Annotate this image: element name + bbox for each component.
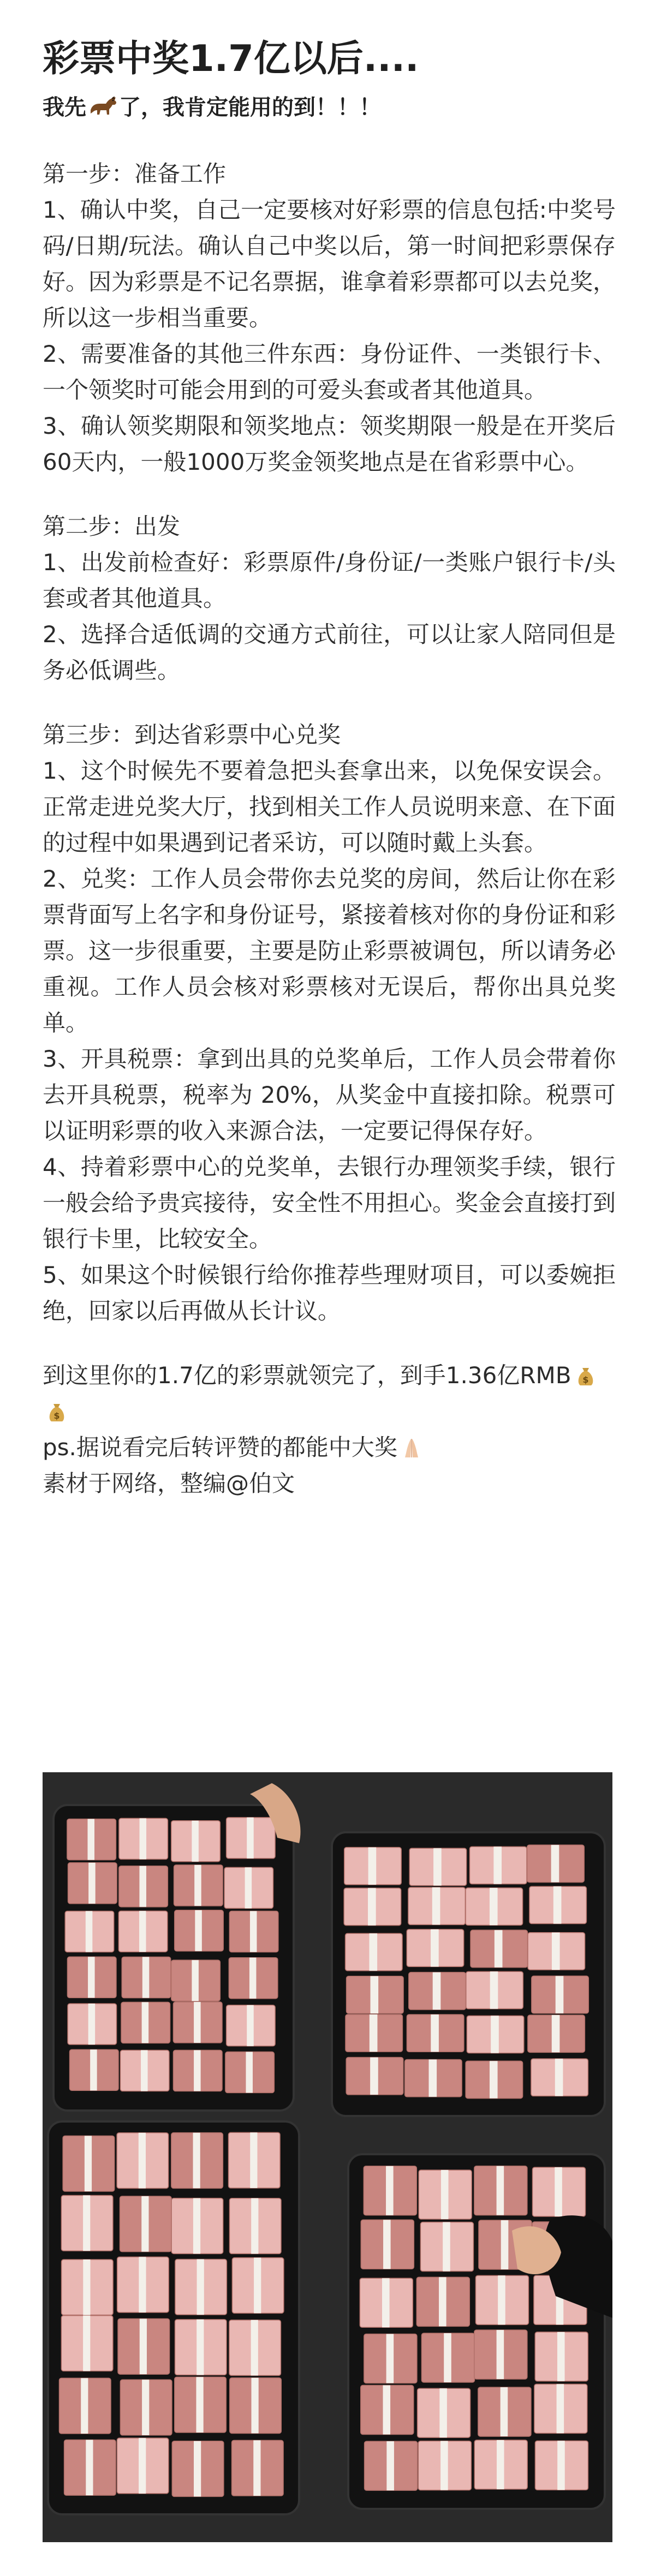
bundle-band	[85, 2136, 92, 2191]
bundle-band	[88, 2004, 96, 2045]
bundle-band	[368, 1848, 377, 1885]
bundle-band	[428, 2059, 437, 2096]
bundle-band	[90, 2049, 97, 2090]
bundle-band	[197, 2259, 204, 2315]
bundle-band	[86, 2440, 93, 2495]
bundle-band	[552, 2015, 560, 2052]
bundle-band	[247, 1818, 254, 1858]
bundle-band	[86, 1911, 93, 1952]
bundle-band	[431, 2015, 439, 2052]
closing-block	[43, 1358, 616, 1502]
bundle-band	[369, 1933, 377, 1970]
bundle-band	[247, 2005, 254, 2046]
bundle-band	[254, 2258, 261, 2314]
bundle-band	[139, 1911, 146, 1952]
section-heading: 第二步：出发	[43, 513, 181, 540]
cash-suitcases-photo	[43, 1772, 612, 2542]
bundle-band	[433, 1973, 441, 2010]
bundle-band	[557, 2441, 565, 2490]
bundle-band	[491, 2016, 499, 2053]
bundle-band	[501, 2220, 509, 2269]
bundle-band	[88, 1863, 96, 1904]
bundle-band	[140, 2319, 147, 2375]
bundle-band	[382, 2278, 390, 2327]
section-step-2	[43, 509, 616, 689]
bundle-band	[555, 2167, 562, 2216]
bundle-band	[439, 2277, 446, 2326]
bundle-band	[83, 2260, 90, 2315]
closing-credit: 素材于网络，整编@伯文	[43, 1470, 295, 1497]
bundle-band	[497, 2440, 504, 2489]
praying-hands-icon	[401, 1436, 422, 1460]
bundle-band	[246, 2052, 253, 2093]
bundle-band	[493, 1846, 502, 1884]
bundle-band	[139, 2257, 146, 2312]
bundle-band	[196, 2320, 204, 2375]
paragraph: 2、兑奖：工作人员会带你去兑奖的房间，然后让你在彩票背面写上名字和身份证号，紧接着核对你的身份证和彩票。这一步很重要，主要是防止彩票被调包，所以请务必重视。工作人员会核对彩票核对无误后，帮你出具兑奖单。	[43, 865, 616, 1036]
bundle-band	[441, 2170, 449, 2219]
bundle-band	[495, 1930, 503, 1967]
paragraph: 3、开具税票：拿到出具的兑奖单后，工作人员会带着你去开具税票，税率为 20%，从奖金中直接扣除。税票可以证明彩票的收入来源合法，一定要记得保存好。	[43, 1045, 616, 1144]
bundle-band	[553, 1886, 562, 1923]
bundle-band	[141, 2050, 148, 2091]
bundle-band	[253, 2440, 260, 2496]
bundle-band	[251, 2320, 258, 2376]
post-subtitle	[43, 91, 616, 124]
bundle-band	[139, 2133, 146, 2189]
bundle-band	[557, 2332, 565, 2381]
bundle-band	[501, 2387, 508, 2436]
bundle-band	[431, 1929, 439, 1967]
money-bag-icon	[46, 1400, 68, 1424]
bundle-band	[440, 2441, 448, 2490]
bundle-band	[386, 2334, 394, 2383]
bundle-band	[194, 2002, 201, 2043]
closing-summary-text: 到这里你的1.7亿的彩票就领完了，到手1.36亿RMB	[43, 1362, 571, 1389]
subtitle-before: 我先	[43, 95, 86, 120]
bundle-band	[87, 1819, 94, 1860]
bundle-band	[194, 2050, 201, 2091]
horse-icon	[87, 94, 118, 118]
bundle-band	[433, 1848, 442, 1885]
subtitle-after: 了，我肯定能用的到！！！	[119, 95, 381, 120]
bundle-band	[140, 1818, 147, 1859]
post-title: 彩票中奖1.7亿以后....	[43, 37, 419, 80]
paragraph: 1、出发前检查好：彩票原件/身份证/一类账户银行卡/头套或者其他道具。	[43, 549, 616, 612]
paragraph: 2、需要准备的其他三件东西：身份证件、一类银行卡、一个领奖时可能会用到的可爱头套或者其他道具。	[43, 340, 616, 403]
bundle-band	[557, 2384, 564, 2433]
bundle-band	[193, 2133, 200, 2189]
closing-ps-text: ps.据说看完后转评赞的都能中大奖	[43, 1434, 397, 1461]
bundle-band	[498, 2275, 505, 2324]
bundle-band	[490, 2061, 498, 2098]
bundle-band	[490, 1888, 498, 1925]
bundle-band	[368, 1888, 376, 1925]
bundle-band	[192, 1821, 199, 1862]
bundle-band	[370, 2058, 378, 2095]
bundle-band	[556, 1976, 564, 2013]
money-bag-icon	[575, 1364, 597, 1388]
bundle-band	[142, 2380, 149, 2435]
paragraph: 1、这个时候先不要着急把头套拿出来，以免保安误会。正常走进兑奖大厅，找到相关工作人员说明来意、在下面的过程中如果遇到记者采访，可以随时戴上头套。	[43, 757, 616, 856]
photo-illustration	[43, 1772, 612, 2542]
bundle-band	[192, 1960, 199, 2001]
bundle-band	[139, 1866, 146, 1907]
bundle-band	[497, 2166, 504, 2215]
paragraph: 3、确认领奖期限和领奖地点：领奖期限一般是在开奖后60天内，一般1000万奖金领奖地点是在省彩票中心。	[43, 413, 616, 475]
section-step-3	[43, 717, 616, 1329]
bundle-band	[142, 1957, 150, 1998]
paragraph: 2、选择合适低调的交通方式前往，可以让家人陪同但是务必低调些。	[43, 621, 616, 684]
bundle-band	[194, 2441, 201, 2497]
bundle-band	[81, 2378, 88, 2434]
closing-summary	[43, 1358, 616, 1430]
paragraph: 4、持着彩票中心的兑奖单，去银行办理领奖手续，银行一般会给予贵宾接待，安全性不用担心。奖金会直接打到银行卡里，比较安全。	[43, 1153, 616, 1252]
bundle-band	[497, 2330, 504, 2379]
section-step-1	[43, 156, 616, 480]
bundle-band	[245, 1867, 252, 1908]
bundle-band	[83, 2195, 90, 2251]
bundle-band	[443, 2222, 450, 2272]
bundle-band	[551, 1845, 559, 1882]
bundle-band	[88, 1957, 95, 1998]
bundle-band	[195, 1910, 202, 1951]
bundle-band	[555, 2059, 563, 2096]
bundle-band	[386, 2166, 394, 2215]
section-heading: 第三步：到达省彩票中心兑奖	[43, 721, 341, 748]
closing-ps	[43, 1430, 616, 1466]
bundle-band	[251, 2378, 258, 2434]
bundle-band	[444, 2333, 451, 2382]
bundle-band	[383, 2386, 391, 2435]
bundle-band	[196, 2377, 203, 2432]
bundle-band	[142, 2002, 149, 2043]
bundle-band	[194, 1865, 201, 1906]
bundle-band	[83, 2316, 90, 2371]
svg-text:$: $	[53, 1410, 60, 1421]
bundle-band	[193, 2198, 200, 2254]
section-heading: 第一步：准备工作	[43, 160, 227, 187]
bundle-band	[370, 2015, 378, 2052]
paragraph: 5、如果这个时候银行给你推荐些理财项目，可以委婉拒绝，回家以后再做从长计议。	[43, 1262, 616, 1324]
bundle-band	[251, 2198, 258, 2254]
bundle-band	[386, 2441, 394, 2490]
svg-text:$: $	[582, 1374, 589, 1385]
paragraph: 1、确认中奖，自己一定要核对好彩票的信息包括:中奖号码/日期/玩法。确认自己中奖以后，第一时间把彩票保存好。因为彩票是不记名票据，谁拿着彩票都可以去兑奖，所以这一步相当重要。	[43, 196, 616, 331]
bundle-band	[383, 2220, 391, 2269]
bundle-band	[139, 2438, 146, 2494]
bundle-band	[490, 1971, 498, 2009]
bundle-band	[432, 1887, 440, 1924]
bundle-band	[250, 2132, 257, 2188]
bundle-band	[370, 1976, 378, 2013]
bundle-band	[250, 1911, 257, 1952]
bundle-band	[141, 2196, 148, 2252]
bundle-band	[249, 1958, 257, 1999]
bundle-band	[439, 2388, 447, 2437]
bundle-band	[552, 1933, 560, 1970]
